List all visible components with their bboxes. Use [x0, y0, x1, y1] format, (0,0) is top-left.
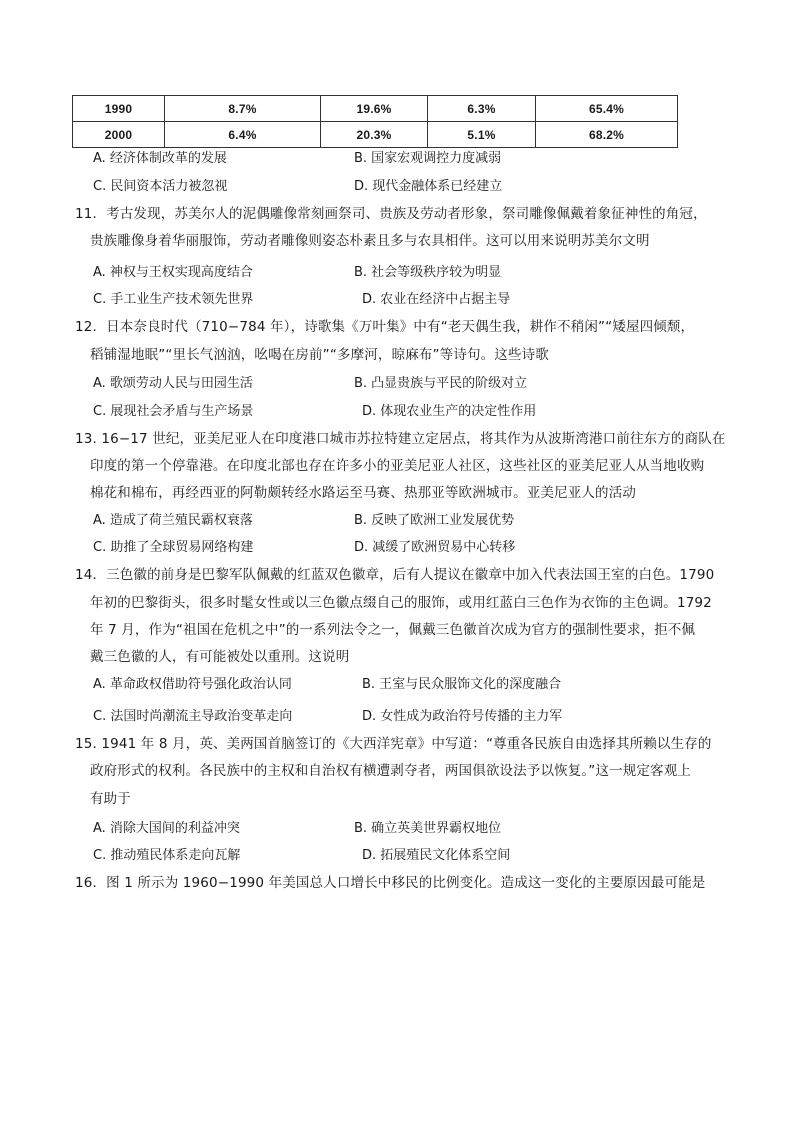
q13-option-b[interactable]: B. 反映了欧洲工业发展优势 [354, 513, 515, 528]
q14-option-d[interactable]: D. 女性成为政治符号传播的主力军 [362, 709, 563, 724]
q14-option-a[interactable]: A. 革命政权借助符号强化政治认同 [93, 677, 292, 692]
q10-option-c[interactable]: C. 民间资本活力被忽视 [93, 179, 228, 194]
table-cell: 5.1% [428, 122, 536, 148]
q13-stem-line-3: 棉花和棉布，再经西亚的阿勒颇转经水路运至马赛、热那亚等欧洲城市。亚美尼亚人的活动 [90, 485, 636, 501]
table-row [73, 96, 678, 122]
table-cell: 6.3% [428, 96, 536, 122]
q14-stem-line-3: 年 7 月，作为“祖国在危机之中”的一系列法令之一，佩戴三色徽首次成为官方的强制性要求，拒不佩 [90, 622, 696, 638]
q13-option-a[interactable]: A. 造成了荷兰殖民霸权衰落 [93, 513, 253, 528]
q12-option-d[interactable]: D. 体现农业生产的决定性作用 [362, 404, 537, 419]
q15-option-b[interactable]: B. 确立英美世界霸权地位 [354, 821, 502, 836]
q16-stem-line-1: 16．图 1 所示为 1960−1990 年美国总人口增长中移民的比例变化。造成这一变化的主要原因最可能是 [75, 875, 706, 891]
table-cell: 20.3% [321, 122, 428, 148]
q12-option-a[interactable]: A. 歌颂劳动人民与田园生活 [93, 376, 253, 391]
q14-stem-line-4: 戴三色徽的人，有可能被处以重刑。这说明 [90, 649, 350, 665]
table-cell: 65.4% [536, 96, 678, 122]
q15-option-c[interactable]: C. 推动殖民体系走向瓦解 [93, 848, 241, 863]
q12-option-c[interactable]: C. 展现社会矛盾与生产场景 [93, 404, 254, 419]
q10-option-b[interactable]: B. 国家宏观调控力度减弱 [354, 151, 502, 166]
q15-stem-line-1: 15. 1941 年 8 月，英、美两国首脑签订的《大西洋宪章》中写道：“尊重各民族自由选择其所赖以生存的 [75, 736, 712, 752]
table-cell: 8.7% [165, 96, 321, 122]
q13-stem-line-1: 13. 16−17 世纪，亚美尼亚人在印度港口城市苏拉特建立定居点，将其作为从波斯湾港口前往东方的商队在 [75, 431, 726, 447]
q15-option-a[interactable]: A. 消除大国间的利益冲突 [93, 821, 240, 836]
q11-option-a[interactable]: A. 神权与王权实现高度结合 [93, 265, 253, 280]
q14-stem-line-1: 14．三色徽的前身是巴黎军队佩戴的红蓝双色徽章，后有人提议在徽章中加入代表法国王室的白色。1790 [75, 567, 715, 583]
q11-option-b[interactable]: B. 社会等级秩序较为明显 [354, 265, 502, 280]
q13-option-c[interactable]: C. 助推了全球贸易网络构建 [93, 540, 254, 555]
q15-stem-line-2: 政府形式的权利。各民族中的主权和自治权有横遭剥夺者，两国俱欲设法予以恢复。”这一规定客观上 [90, 763, 691, 779]
q13-option-d[interactable]: D. 减缓了欧洲贸易中心转移 [354, 540, 516, 555]
q12-option-b[interactable]: B. 凸显贵族与平民的阶级对立 [354, 376, 528, 391]
q11-option-c[interactable]: C. 手工业生产技术领先世界 [93, 292, 254, 307]
statistics-table [72, 95, 678, 148]
table-cell: 2000 [73, 122, 165, 148]
q11-stem-line-1: 11．考古发现，苏美尔人的泥偶雕像常刻画祭司、贵族及劳动者形象，祭司雕像佩戴着象征神性的角冠， [75, 206, 707, 222]
q10-option-a[interactable]: A. 经济体制改革的发展 [93, 151, 227, 166]
q10-option-d[interactable]: D. 现代金融体系已经建立 [354, 179, 503, 194]
table-row [73, 122, 678, 148]
q15-option-d[interactable]: D. 拓展殖民文化体系空间 [362, 848, 511, 863]
q14-stem-line-2: 年初的巴黎街头，很多时髦女性或以三色徽点缀自己的服饰，或用红蓝白三色作为衣饰的主色调。1792 [90, 595, 712, 611]
q12-stem-line-2: 稻铺湿地眠”“里长气汹汹，吆喝在房前”“多摩河，晾麻布”等诗句。这些诗歌 [90, 347, 549, 363]
q11-stem-line-2: 贵族雕像身着华丽服饰，劳动者雕像则姿态朴素且多与农具相伴。这可以用来说明苏美尔文明 [90, 233, 650, 249]
q15-stem-line-3: 有助于 [90, 791, 131, 807]
table-cell: 6.4% [165, 122, 321, 148]
q12-stem-line-1: 12．日本奈良时代（710−784 年），诗歌集《万叶集》中有“老天偶生我，耕作不稍闲”“矮屋四倾颓， [75, 319, 695, 335]
table-cell: 1990 [73, 96, 165, 122]
q14-option-c[interactable]: C. 法国时尚潮流主导政治变革走向 [93, 709, 293, 724]
table-cell: 68.2% [536, 122, 678, 148]
q13-stem-line-2: 印度的第一个停靠港。在印度北部也存在许多小的亚美尼亚人社区，这些社区的亚美尼亚人从当地收购 [90, 458, 705, 474]
q11-option-d[interactable]: D. 农业在经济中占据主导 [362, 292, 511, 307]
table-cell: 19.6% [321, 96, 428, 122]
q14-option-b[interactable]: B. 王室与民众服饰文化的深度融合 [362, 677, 562, 692]
